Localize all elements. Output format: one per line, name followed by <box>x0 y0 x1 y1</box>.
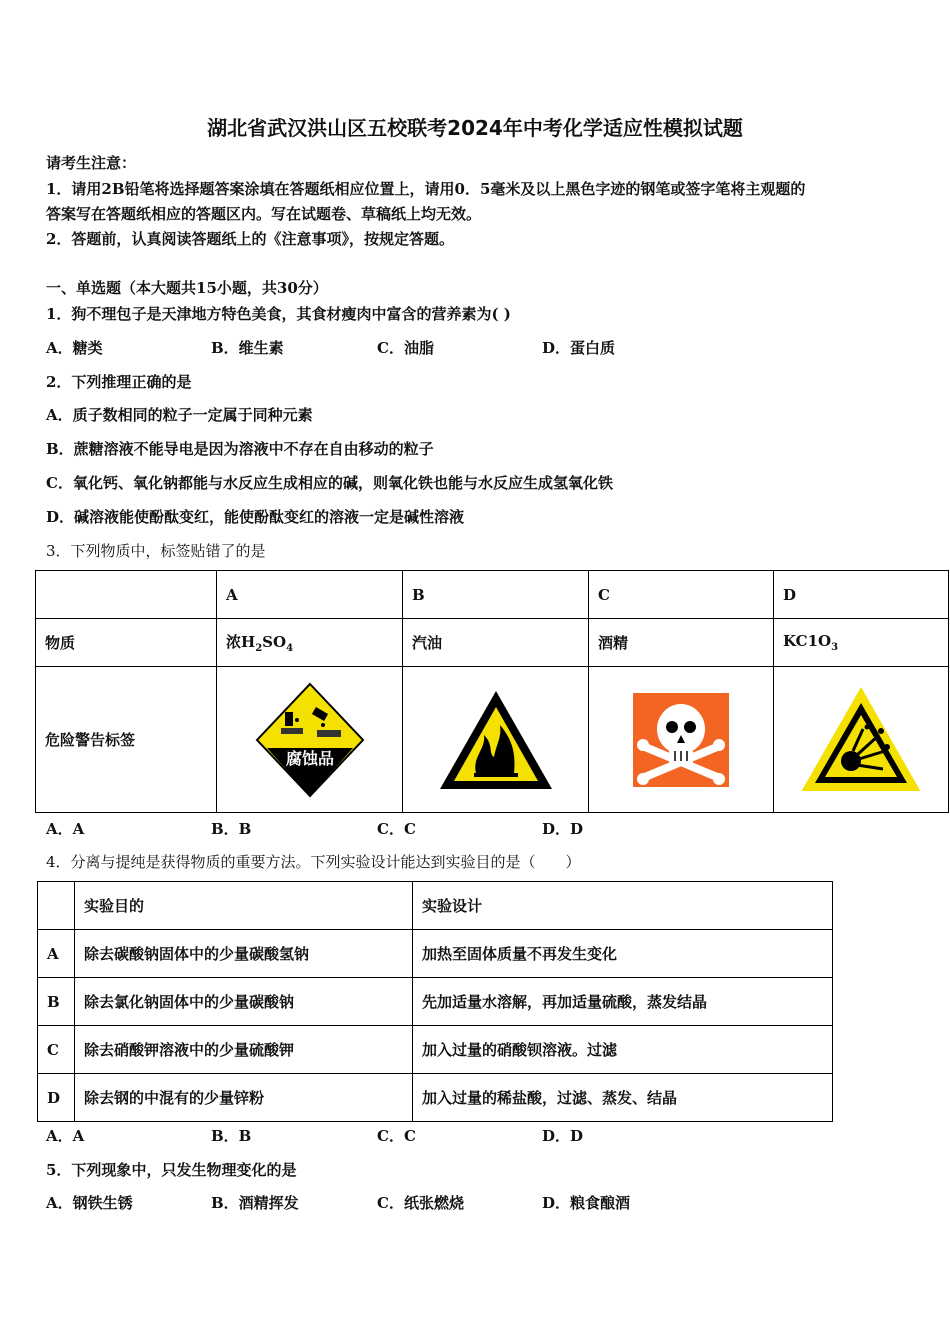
q2-stem: 2．下列推理正确的是 <box>46 373 192 391</box>
flammable-icon <box>436 687 556 793</box>
q3-substance-c: 酒精 <box>589 619 774 667</box>
q4-header-design: 实验设计 <box>413 882 833 930</box>
q4-purpose: 除去钢的中混有的少量锌粉 <box>75 1074 413 1122</box>
q4-row-label: A <box>38 930 75 978</box>
notice-heading: 请考生注意： <box>46 154 137 172</box>
q3-corner-cell <box>36 571 217 619</box>
q3-row-label-label: 危险警告标签 <box>36 667 217 813</box>
q3-substance-d: $KC1O_3$ <box>774 619 949 667</box>
q4-option-c: C．C <box>377 1127 416 1145</box>
q3-sign-a <box>217 667 403 813</box>
q2-option-d: D．碱溶液能使酚酞变红，能使酚酞变红的溶液一定是碱性溶液 <box>46 508 465 526</box>
q3-substance-a: 浓$H_2SO_4$ <box>217 619 403 667</box>
q5-option-b: B．酒精挥发 <box>211 1194 299 1212</box>
q4-corner-cell <box>38 882 75 930</box>
q1-stem: 1．狗不理包子是天津地方特色美食，其食材瘦肉中富含的营养素为( ) <box>46 305 511 323</box>
q3-option-c: C．C <box>377 820 416 838</box>
q3-option-d: D．D <box>542 820 584 838</box>
q4-row-label: D <box>38 1074 75 1122</box>
oxidizer-explosive-icon <box>801 687 921 793</box>
q3-sign-c <box>589 667 774 813</box>
q4-row-label: C <box>38 1026 75 1074</box>
notice-line-2: 答案写在答题纸相应的答题区内。写在试题卷、草稿纸上均无效。 <box>46 205 482 223</box>
q4-purpose: 除去碳酸钠固体中的少量碳酸氢钠 <box>75 930 413 978</box>
corrosive-icon <box>253 680 367 800</box>
q4-stem: 4．分离与提纯是获得物质的重要方法。下列实验设计能达到实验目的是（ ） <box>46 853 581 871</box>
q3-sign-b <box>403 667 589 813</box>
q4-table <box>37 881 833 1122</box>
q4-design: 加入过量的硝酸钡溶液。过滤 <box>413 1026 833 1074</box>
notice-line-1: 1．请用2B铅笔将选择题答案涂填在答题纸相应位置上，请用0．5毫米及以上黑色字迹的钢笔或签字笔将主观题的 <box>46 180 806 198</box>
q1-option-a: A．糖类 <box>46 339 103 357</box>
q4-option-a: A．A <box>46 1127 85 1145</box>
q4-option-b: B．B <box>211 1127 252 1145</box>
q5-option-a: A．钢铁生锈 <box>46 1194 133 1212</box>
q4-design: 加入过量的稀盐酸，过滤、蒸发、结晶 <box>413 1074 833 1122</box>
q3-sign-d <box>774 667 949 813</box>
q3-row-label-substance: 物质 <box>36 619 217 667</box>
q2-option-a: A．质子数相同的粒子一定属于同种元素 <box>46 406 313 424</box>
q4-design: 加热至固体质量不再发生变化 <box>413 930 833 978</box>
q3-table <box>35 570 949 813</box>
q3-header-d: D <box>774 571 949 619</box>
q1-option-d: D．蛋白质 <box>542 339 616 357</box>
q4-purpose: 除去硝酸钾溶液中的少量硫酸钾 <box>75 1026 413 1074</box>
q4-row-label: B <box>38 978 75 1026</box>
q2-option-c: C．氧化钙、氧化钠都能与水反应生成相应的碱，则氧化铁也能与水反应生成氢氧化铁 <box>46 474 613 492</box>
q2-option-b: B．蔗糖溶液不能导电是因为溶液中不存在自由移动的粒子 <box>46 440 434 458</box>
section-heading: 一、单选题（本大题共15小题，共30分） <box>46 279 328 297</box>
q4-design: 先加适量水溶解，再加适量硫酸，蒸发结晶 <box>413 978 833 1026</box>
corrosive-label: 腐蚀品 <box>285 748 334 768</box>
q3-header-c: C <box>589 571 774 619</box>
q5-option-c: C．纸张燃烧 <box>377 1194 464 1212</box>
q4-purpose: 除去氯化钠固体中的少量碳酸钠 <box>75 978 413 1026</box>
q3-header-b: B <box>403 571 589 619</box>
q5-option-d: D．粮食酿酒 <box>542 1194 631 1212</box>
toxic-skull-icon <box>631 691 731 789</box>
q4-header-purpose: 实验目的 <box>75 882 413 930</box>
q3-header-a: A <box>217 571 403 619</box>
q1-option-c: C．油脂 <box>377 339 434 357</box>
q3-option-b: B．B <box>211 820 252 838</box>
q3-stem: 3．下列物质中，标签贴错了的是 <box>46 542 266 560</box>
q3-option-a: A．A <box>46 820 85 838</box>
q4-option-d: D．D <box>542 1127 584 1145</box>
q5-stem: 5．下列现象中，只发生物理变化的是 <box>46 1161 297 1179</box>
notice-line-3: 2．答题前，认真阅读答题纸上的《注意事项》，按规定答题。 <box>46 230 454 248</box>
page-title: 湖北省武汉洪山区五校联考2024年中考化学适应性模拟试题 <box>207 116 743 140</box>
q1-option-b: B．维生素 <box>211 339 284 357</box>
q3-substance-b: 汽油 <box>403 619 589 667</box>
